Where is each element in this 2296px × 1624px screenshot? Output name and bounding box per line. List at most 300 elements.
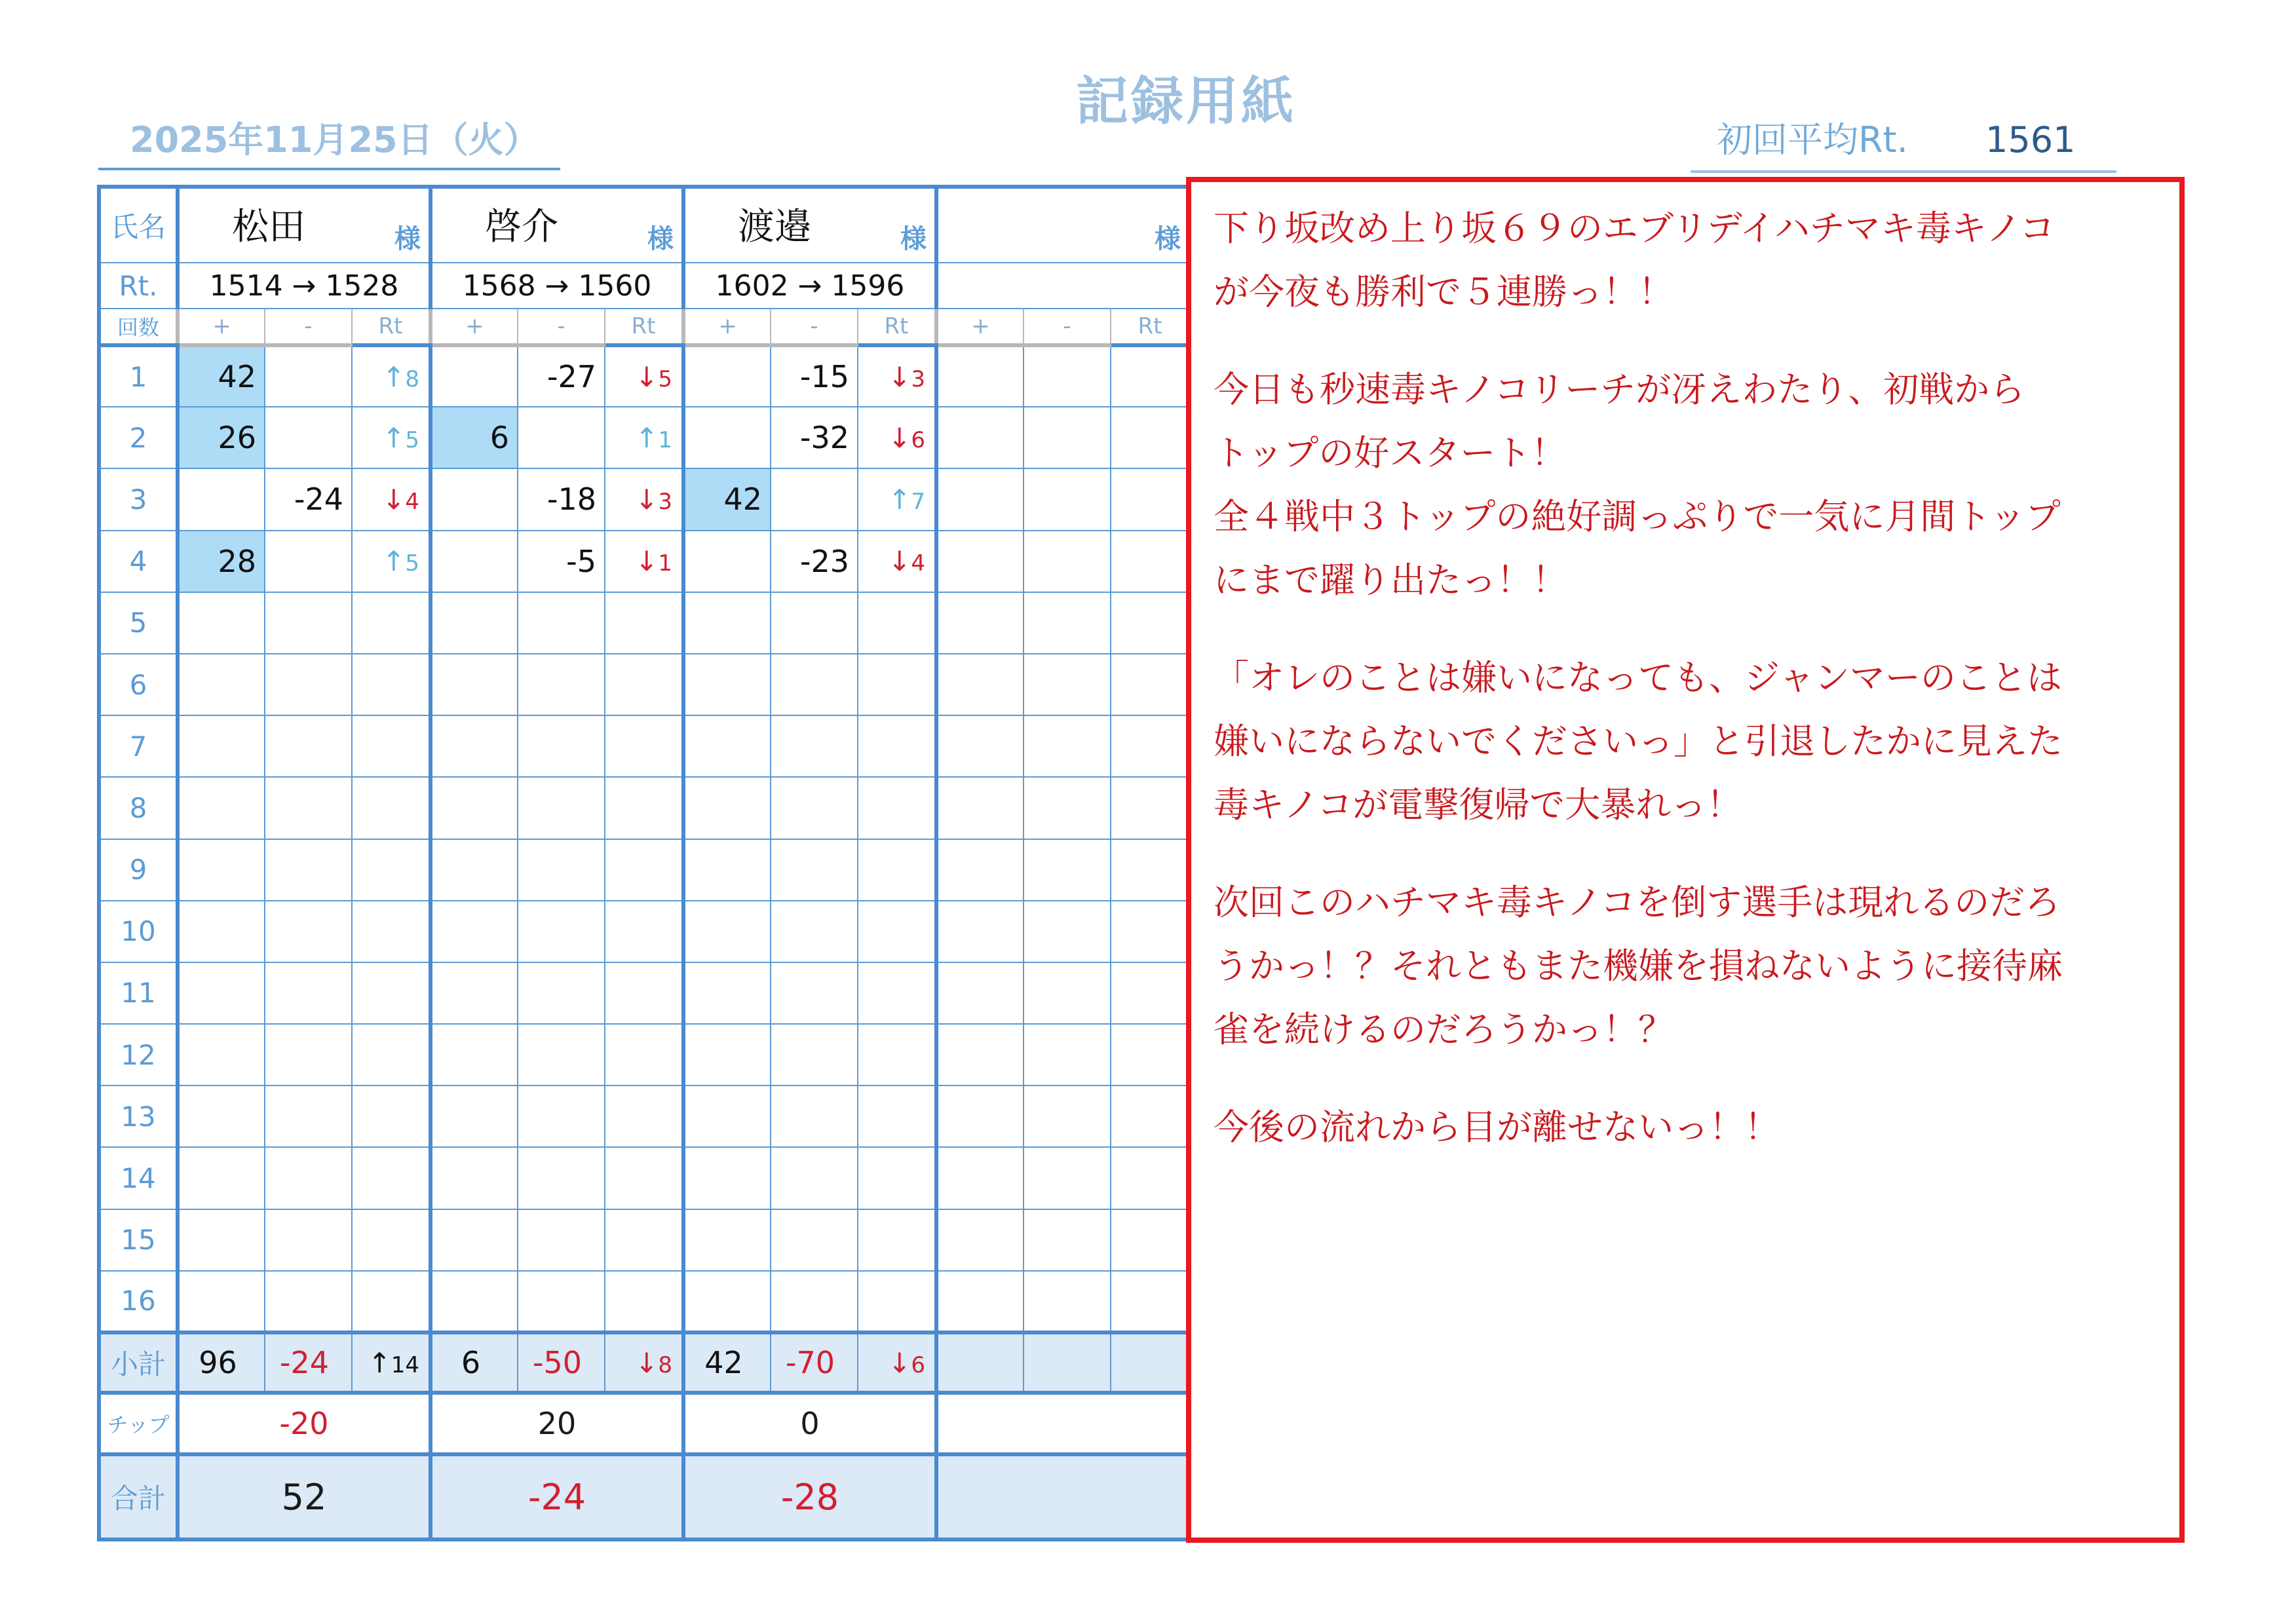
score-minus [265, 1209, 352, 1271]
round-number: 15 [99, 1209, 178, 1271]
round-number: 10 [99, 901, 178, 962]
rating-change [1111, 1209, 1189, 1271]
score-minus [1024, 901, 1111, 962]
commentary-paragraph [1214, 197, 2160, 324]
score-minus [518, 654, 605, 715]
round-number: 9 [99, 839, 178, 901]
score-plus [430, 715, 518, 777]
score-minus [1024, 1147, 1111, 1209]
rating-change [352, 901, 430, 962]
score-plus: 28 [178, 531, 265, 592]
row-label-subtotal: 小計 [99, 1332, 178, 1393]
total-value [936, 1454, 1189, 1539]
row-label-round: 回数 [99, 309, 178, 345]
score-minus [265, 777, 352, 839]
rating-change [1111, 468, 1189, 530]
subtotal-minus: -70 [771, 1332, 858, 1393]
rating-change [1111, 715, 1189, 777]
score-plus [936, 1209, 1024, 1271]
game-row [99, 407, 1189, 468]
score-plus [178, 1271, 265, 1332]
player-rating: 1602 → 1596 [683, 263, 936, 309]
round-number: 3 [99, 468, 178, 530]
score-plus [430, 654, 518, 715]
rating-change [605, 901, 683, 962]
score-plus [683, 531, 771, 592]
score-minus [771, 901, 858, 962]
score-plus [683, 777, 771, 839]
score-plus [683, 1147, 771, 1209]
round-number: 11 [99, 962, 178, 1024]
score-plus [430, 1209, 518, 1271]
score-minus [771, 1086, 858, 1147]
avg-label: 初回平均Rt. [1717, 119, 1908, 161]
rating-change [352, 345, 430, 407]
score-minus [771, 839, 858, 901]
commentary-line: 下り坂改め上り坂６９のエブリデイハチマキ毒キノコ [1214, 208, 2056, 249]
score-plus [178, 1024, 265, 1086]
score-minus [265, 901, 352, 962]
score-plus [178, 901, 265, 962]
score-plus [430, 592, 518, 654]
subtotal-plus [936, 1332, 1024, 1393]
score-plus [683, 407, 771, 468]
subtotal-rating-change [858, 1332, 936, 1393]
date-field [98, 110, 560, 170]
rating-change [858, 1209, 936, 1271]
score-plus [683, 839, 771, 901]
score-minus [265, 715, 352, 777]
score-minus [518, 1086, 605, 1147]
round-number: 6 [99, 654, 178, 715]
total-value: -24 [430, 1454, 683, 1539]
score-minus [518, 407, 605, 468]
score-plus [178, 1086, 265, 1147]
score-plus [683, 962, 771, 1024]
game-row [99, 1086, 1189, 1147]
rating-change [605, 531, 683, 592]
rating-change [352, 654, 430, 715]
rating-change [1111, 962, 1189, 1024]
rating-change [352, 468, 430, 530]
score-plus [936, 839, 1024, 901]
score-plus [936, 654, 1024, 715]
column-header: Rt [858, 309, 936, 345]
rating-change [352, 839, 430, 901]
rating-change-value: 5 [658, 366, 672, 392]
score-minus: -15 [771, 345, 858, 407]
score-minus [1024, 407, 1111, 468]
rating-change [858, 839, 936, 901]
column-header: Rt [352, 309, 430, 345]
score-plus [936, 715, 1024, 777]
rating-change-arrow: ↓ [888, 421, 911, 454]
rating-change-arrow: ↓ [635, 483, 659, 516]
score-plus [430, 345, 518, 407]
commentary-line: にまで躍り出たっ！！ [1214, 559, 1567, 601]
subtotal-minus [1024, 1332, 1111, 1393]
score-minus [518, 962, 605, 1024]
rating-change [605, 1271, 683, 1332]
score-plus: 42 [683, 468, 771, 530]
subtotal-arrow: ↓ [635, 1346, 659, 1379]
rating-change [1111, 1024, 1189, 1086]
subtotal-plus: 6 [430, 1332, 518, 1393]
rating-change [605, 592, 683, 654]
subtotal-arrow: ↑ [368, 1346, 391, 1379]
game-row [99, 1024, 1189, 1086]
score-plus [683, 901, 771, 962]
score-plus [430, 1086, 518, 1147]
rating-change-value: 8 [405, 366, 419, 392]
player-name-cell [936, 187, 1189, 263]
score-minus: -24 [265, 468, 352, 530]
score-minus [1024, 1209, 1111, 1271]
commentary-line: 今日も秒速毒キノコリーチが冴えわたり、初戦から [1214, 369, 2025, 410]
rating-change [605, 407, 683, 468]
column-header: + [178, 309, 265, 345]
score-plus [430, 962, 518, 1024]
score-plus [178, 777, 265, 839]
row-label-total: 合計 [99, 1454, 178, 1539]
score-plus [683, 715, 771, 777]
honorific-label: 様 [647, 224, 674, 254]
commentary-line: 全４戦中３トップの絶好調っぷりで一気に月間トップ [1214, 496, 2061, 537]
rating-change [858, 715, 936, 777]
score-minus [1024, 1086, 1111, 1147]
game-row [99, 1209, 1189, 1271]
round-number: 12 [99, 1024, 178, 1086]
score-minus [265, 531, 352, 592]
total-value: 52 [178, 1454, 430, 1539]
score-minus [265, 1147, 352, 1209]
score-plus [683, 1086, 771, 1147]
column-header: + [430, 309, 518, 345]
row-label-name: 氏名 [99, 187, 178, 263]
score-plus [430, 777, 518, 839]
score-plus [683, 345, 771, 407]
chip-value: -20 [178, 1393, 430, 1454]
rating-change [352, 1024, 430, 1086]
round-number: 5 [99, 592, 178, 654]
column-header: - [265, 309, 352, 345]
score-plus: 26 [178, 407, 265, 468]
rating-change-value: 3 [911, 366, 925, 392]
game-row [99, 654, 1189, 715]
rating-change [352, 1271, 430, 1332]
score-minus [1024, 777, 1111, 839]
score-minus: -32 [771, 407, 858, 468]
score-table [97, 185, 1190, 1541]
rating-change-value: 4 [405, 488, 419, 515]
commentary-line: 雀を続けるのだろうかっ！？ [1214, 1009, 1674, 1050]
rating-change-arrow: ↓ [382, 483, 406, 516]
commentary-line: 嫌いにならないでくださいっ」と引退したかに見えた [1214, 721, 2063, 762]
game-row [99, 1147, 1189, 1209]
commentary-line: 毒キノコが電撃復帰で大暴れっ！ [1214, 784, 1742, 825]
score-minus [1024, 654, 1111, 715]
rating-change [605, 468, 683, 530]
player-name: 松田 [232, 206, 305, 248]
rating-change [605, 715, 683, 777]
score-minus [771, 1209, 858, 1271]
rating-change [605, 777, 683, 839]
score-minus [1024, 1271, 1111, 1332]
rating-change [858, 1086, 936, 1147]
score-minus [771, 715, 858, 777]
rating-change-value: 3 [658, 488, 672, 515]
rating-change [605, 345, 683, 407]
commentary-box [1186, 177, 2185, 1543]
score-plus [178, 962, 265, 1024]
rating-change-value: 1 [658, 426, 672, 453]
rating-change-arrow: ↓ [888, 545, 911, 578]
rating-change [858, 962, 936, 1024]
score-plus [936, 407, 1024, 468]
rating-change [858, 345, 936, 407]
commentary-paragraph [1214, 358, 2160, 612]
rating-change-arrow: ↑ [888, 483, 911, 516]
rating-change [1111, 1086, 1189, 1147]
subtotal-minus: -24 [265, 1332, 352, 1393]
score-plus [178, 715, 265, 777]
score-minus [1024, 531, 1111, 592]
column-header: + [936, 309, 1024, 345]
score-minus [1024, 1024, 1111, 1086]
rating-change-value: 5 [405, 550, 419, 577]
score-plus [178, 1147, 265, 1209]
score-minus [265, 962, 352, 1024]
commentary-line: 次回このハチマキ毒キノコを倒す選手は現れるのだろ [1214, 882, 2061, 923]
game-row [99, 468, 1189, 530]
rating-change-arrow: ↓ [635, 545, 659, 578]
score-minus [1024, 345, 1111, 407]
round-number: 1 [99, 345, 178, 407]
rating-change [1111, 839, 1189, 901]
commentary-line: トップの好スタート！ [1214, 432, 1567, 474]
score-minus [771, 654, 858, 715]
score-plus [936, 777, 1024, 839]
round-number: 2 [99, 407, 178, 468]
score-plus [936, 531, 1024, 592]
score-plus [683, 592, 771, 654]
round-number: 7 [99, 715, 178, 777]
player-rating: 1514 → 1528 [178, 263, 430, 309]
rating-change-arrow: ↑ [382, 545, 406, 578]
rating-change [1111, 1147, 1189, 1209]
score-minus [771, 592, 858, 654]
subtotal-rating-value: 14 [391, 1351, 419, 1378]
subtotal-plus: 96 [178, 1332, 265, 1393]
score-plus [683, 1024, 771, 1086]
rating-change-arrow: ↑ [382, 360, 406, 393]
rating-change [605, 1086, 683, 1147]
score-plus [936, 468, 1024, 530]
rating-change-arrow: ↑ [382, 421, 406, 454]
rating-change-value: 1 [658, 550, 672, 577]
subtotal-rating-change [1111, 1332, 1189, 1393]
rating-change-arrow: ↑ [635, 421, 659, 454]
score-plus [936, 1147, 1024, 1209]
column-header: Rt [605, 309, 683, 345]
subtotal-rating-change [352, 1332, 430, 1393]
score-minus [1024, 839, 1111, 901]
score-minus [518, 839, 605, 901]
score-plus [430, 468, 518, 530]
rating-change [605, 1024, 683, 1086]
score-minus [518, 1024, 605, 1086]
rating-change-value: 4 [911, 550, 925, 577]
subtotal-plus: 42 [683, 1332, 771, 1393]
rating-change [858, 407, 936, 468]
score-minus [518, 901, 605, 962]
rating-change [605, 1147, 683, 1209]
score-minus [265, 345, 352, 407]
score-plus [683, 1209, 771, 1271]
score-minus [265, 839, 352, 901]
rating-change [858, 777, 936, 839]
rating-change [352, 592, 430, 654]
rating-change [352, 962, 430, 1024]
player-name-cell [178, 187, 430, 263]
score-plus [936, 592, 1024, 654]
score-plus: 6 [430, 407, 518, 468]
score-minus [518, 1147, 605, 1209]
score-plus [430, 531, 518, 592]
game-row [99, 962, 1189, 1024]
score-plus [936, 1271, 1024, 1332]
rating-change-arrow: ↓ [888, 360, 911, 393]
game-row [99, 715, 1189, 777]
rating-change [1111, 901, 1189, 962]
game-row [99, 777, 1189, 839]
rating-change [605, 654, 683, 715]
column-header: - [518, 309, 605, 345]
rating-change [605, 839, 683, 901]
commentary-line: うかっ！？それともまた機嫌を損ねないように接待麻 [1214, 945, 2063, 987]
score-plus [430, 1271, 518, 1332]
score-plus [936, 962, 1024, 1024]
score-minus [1024, 592, 1111, 654]
score-plus [430, 1147, 518, 1209]
rating-change-value: 5 [405, 426, 419, 453]
score-minus [265, 592, 352, 654]
rating-change [858, 654, 936, 715]
commentary-paragraph [1214, 1095, 2160, 1159]
rating-change [352, 777, 430, 839]
rating-change [1111, 1271, 1189, 1332]
chip-value: 20 [430, 1393, 683, 1454]
score-plus [936, 901, 1024, 962]
chip-value [936, 1393, 1189, 1454]
score-minus [771, 1147, 858, 1209]
score-minus [771, 777, 858, 839]
rating-change [352, 1147, 430, 1209]
score-plus [178, 468, 265, 530]
commentary-paragraph [1214, 871, 2160, 1061]
score-minus [265, 1271, 352, 1332]
score-minus [265, 654, 352, 715]
commentary-line: が今夜も勝利で５連勝っ！！ [1214, 271, 1674, 312]
rating-change [352, 715, 430, 777]
rating-change [858, 1024, 936, 1086]
player-name: 啓介 [485, 206, 558, 248]
score-plus [178, 654, 265, 715]
game-row [99, 1271, 1189, 1332]
score-minus [771, 962, 858, 1024]
column-header: - [1024, 309, 1111, 345]
score-minus [518, 777, 605, 839]
rating-change [1111, 592, 1189, 654]
score-minus [518, 1209, 605, 1271]
score-minus [518, 1271, 605, 1332]
rating-change [1111, 654, 1189, 715]
total-value: -28 [683, 1454, 936, 1539]
score-plus [178, 592, 265, 654]
score-minus: -18 [518, 468, 605, 530]
game-row [99, 345, 1189, 407]
rating-change [858, 901, 936, 962]
game-row [99, 592, 1189, 654]
score-plus [178, 1209, 265, 1271]
score-minus [1024, 962, 1111, 1024]
chip-value: 0 [683, 1393, 936, 1454]
score-plus [430, 1024, 518, 1086]
score-plus: 42 [178, 345, 265, 407]
score-minus [771, 1271, 858, 1332]
rating-change [858, 531, 936, 592]
rating-change [858, 1147, 936, 1209]
round-number: 14 [99, 1147, 178, 1209]
score-plus [178, 839, 265, 901]
rating-change [352, 1209, 430, 1271]
honorific-label: 様 [394, 224, 421, 254]
column-header: + [683, 309, 771, 345]
commentary-line: 「オレのことは嫌いになっても、ジャンマーのことは [1214, 657, 2062, 698]
score-plus [430, 901, 518, 962]
initial-average-rating [1691, 110, 2116, 173]
player-rating: 1568 → 1560 [430, 263, 683, 309]
score-minus: -5 [518, 531, 605, 592]
score-minus [265, 407, 352, 468]
subtotal-rating-value: 6 [911, 1351, 925, 1378]
date-text: 2025年11月25日（火） [130, 119, 539, 161]
game-row [99, 531, 1189, 592]
commentary-line: 今後の流れから目が離せないっ！！ [1214, 1106, 1780, 1148]
score-plus [683, 654, 771, 715]
rating-change [1111, 777, 1189, 839]
rating-change [605, 1209, 683, 1271]
score-minus: -23 [771, 531, 858, 592]
player-name: 渡邉 [738, 206, 811, 248]
round-number: 16 [99, 1271, 178, 1332]
score-plus [430, 839, 518, 901]
rating-change [1111, 345, 1189, 407]
score-minus [771, 468, 858, 530]
score-minus [771, 1024, 858, 1086]
avg-value: 1561 [1985, 119, 2076, 161]
rating-change-value: 6 [911, 426, 925, 453]
round-number: 13 [99, 1086, 178, 1147]
sheet-title: 記録用紙 [1076, 71, 1296, 132]
column-header: Rt [1111, 309, 1189, 345]
game-row [99, 901, 1189, 962]
round-number: 4 [99, 531, 178, 592]
rating-change [605, 962, 683, 1024]
rating-change [858, 1271, 936, 1332]
score-plus [936, 1086, 1024, 1147]
score-minus [1024, 715, 1111, 777]
